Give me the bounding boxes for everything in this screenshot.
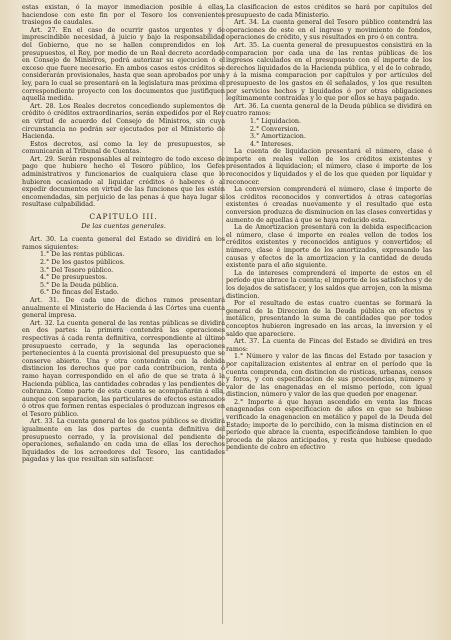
list-item: 4.° De presupuestos. <box>40 274 108 282</box>
paragraph: La de Amortizacion presentará con la debida especificacion el número, clase é importe en reales vellon de todos los créditos existentes y reconocidos antiguos y convertidos; el número, clase é importe de los amortizados, expresando las causas y efectos de la amortizacion y la cantidad de deuda existente para el año siguiente. <box>226 224 432 270</box>
list-item: 4.° Intereses. <box>250 140 294 148</box>
list-item: 2.° Conversion. <box>250 125 300 133</box>
list-item: 1.° Liquidacion. <box>250 117 302 125</box>
right-column <box>226 4 432 452</box>
list-item: 3.° Del Tesoro público. <box>40 266 114 274</box>
paragraph: Art. 36. La cuenta general de la Deuda pública se dividirá en cuatro ramos: <box>226 102 432 118</box>
list-item: 5.° De la Deuda pública. <box>40 281 119 289</box>
chapter-subtitle: De las cuentas generales. <box>81 221 166 230</box>
chapter-title: CAPITULO III. <box>89 212 158 222</box>
paragraph: Por el resultado de estas cuatro cuentas se formará la general de la Direccion de la Deuda pública en efectos y metálico, presentando la suma de cantidades que por todos conceptos hubieren ingresado en las arcas, la inversion y el saldo que apareciere. <box>226 300 432 338</box>
paragraph: Art. 32. La cuenta general de las rentas públicas se dividirá en dos partes: la primera contendrá las operaciones respectivas á cada renta definitiva, correspondiente al último presupuesto cerrado, y la segunda las operaciones pertenecientes á la cuenta provisional del presupuesto que se conserve abierto. Una y otra contendrán con la debida distincion los derechos que por cada contribucion, renta ó ramo hayan correspondido en el año de que se trata á la Hacienda pública, las cantidades cobradas y las pendientes de cobranza. Como parte de esta cuenta se acompañarán á ella, aunque con separacion, las particulares de efectos estancados ó otros que formen rentas especiales ó produzcan ingresos en el Tesoro público. <box>22 319 225 418</box>
list-item: 1.° De las rentas públicas. <box>40 251 125 259</box>
paragraph: Art. 34. La cuenta general del Tesoro público contendrá las operaciones de este en el ingreso y movimiento de fondos, operaciones de crédito, y sus resultados en pro ó en contra. <box>226 19 432 42</box>
list-item: 2.° De los gastos públicos. <box>40 259 125 266</box>
paragraph: Art. 30. La cuenta general del Estado se dividirá en los ramos siguientes: <box>22 236 225 251</box>
paragraph: La clasificacion de estos créditos se hará por capítulos del presupuesto de cada Ministerio. <box>226 4 432 19</box>
paragraph: 1.° Número y valor de las fincas del Estado por tasacion y por capitalizacion existentes al entrar en el período que la cuenta comprenda, con distincion de rústicas, urbanas, censos y foros, y con especificacion de sus procedencias, número y valor de las enagenadas en el mismo período, con igual distincion, número y valor de las que queden por enagenar. <box>226 353 432 399</box>
paragraph: estas existan, ó la mayor inmediacion posible á ellas, haciendose con este fin por el Tesoro los convenientes trasiegos de caudales. <box>22 4 225 27</box>
paragraph: Art. 29. Serán responsables al reintegro de todo exceso de pago que hubiere hecho el Tesoro público, los Gefes administrativos y funcionarios de cualquiera clase que lo hubieren ocasionado al liquidar créditos ó haberes ó al expedir documentos en virtud de las funciones que les estén encomendadas, sin perjuicio de las penas á que haya lugar si resultase culpabilidad. <box>22 155 225 209</box>
paragraph: 2.° Importe á que hayan ascendido en venta las fincas enagenadas con especificacion de años en que se hubiese verificado la enagenacion en metálico y papel de la Deuda del Estado; importe de lo percibido, con la misma distincion en el período que abrace la cuenta, especificándose tambien lo que proceda de plazos anticipados, y resta que hubiese quedado pendiente de cobro en efectivo <box>226 398 432 452</box>
list-item: 6.° De fincas del Estado. <box>40 289 119 297</box>
paragraph: Art. 27. En el caso de ocurrir gastos urgentes y de imprescindible necesidad, á juicio y bajo la responsabilidad del Gobierno, que no se hallen comprendidos en los presupuestos, el Rey, por medio de un Real decreto acordado en Consejo de Ministros, podrá autorizar su ejecucion ó el exceso que fuere necesario. En ambos casos estos créditos se considerarán provisionales, hasta que sean aprobados por una ley, para lo cual se presentará en la legislatura mas próxima el correspondiente proyecto con los documentos que justifiquen aquella medida. <box>22 26 225 103</box>
paragraph: Art. 35. La cuenta general de presupuestos consistirá en la comparacion por cada una de las rentas públicas de los ingresos calculados en el presupuesto con el importe de los derechos liquidados de la Hacienda pública, y el de lo cobrado, y á la misma comparacion por capítulos y por artículos del presupuesto de los gastos en él señalados, y los que resulten por servicios hechos y liquidados ó por otras obligaciones legítimamente contraidas y lo que por ellos se haya pagado. <box>226 41 432 103</box>
paragraph: Art. 37. La cuenta de Fincas del Estado se dividirá en tres ramos: <box>226 338 432 353</box>
paragraph: Art. 31. De cada uno de dichos ramos presentará anualmente el Ministerio de Hacienda á las Córtes una cuenta general impresa. <box>22 296 225 320</box>
paragraph: Art. 28. Los Reales decretos concediendo suplementos de crédito ó créditos extraordinarios, serán expedidos por el Rey en virtud de acuerdo del Consejo de Ministros, sin cuya circunstancia no podrán ser ejecutados por el Ministerio de Hacienda. <box>22 102 225 141</box>
paragraph: La de intereses comprenderá el importe de estos en el período que abrace la cuenta; el importe de los satisfechos y de los dejados de satisfacer, y los saldos que arrojen, con la misma distincion. <box>226 269 432 300</box>
library-watermark: ⌁ <box>108 307 132 349</box>
paragraph: La cuenta de liquidacion presentará el número, clase é importe en reales vellon de los créditos existentes y presentados á liquidacion; el número, clase é importe de los reconocidos y liquidados y el de los que queden por liquidar y reconocer. <box>226 148 432 186</box>
paragraph: Estos decretos, así como la ley de presupuestos, se comunicarán al Tribunal de Cuentas. <box>22 140 225 156</box>
paragraph: Art. 33. La cuenta general de los gastos públicos se dividirá igualmente en las dos partes de cuenta definitiva del presupuesto cerrado, y la provisional del pendiente de operaciones, señalando en cada una de ellas los derechos liquidados de los acreedores del Tesoro, las cantidades pagadas y las que resultan sin satisfacer. <box>22 418 225 464</box>
list-item: 3.° Amortizacion. <box>250 133 306 141</box>
paragraph: La conversion comprenderá el número, clase é importe de los créditos reconocidos y convertidos á otras categorías existentes ó creadas nuevamente y el resultado que esta conversion produzca de disminucion en las clases convertidas y aumento de aquellas á que se haya reducido esta. <box>226 186 432 224</box>
left-column <box>22 4 225 464</box>
